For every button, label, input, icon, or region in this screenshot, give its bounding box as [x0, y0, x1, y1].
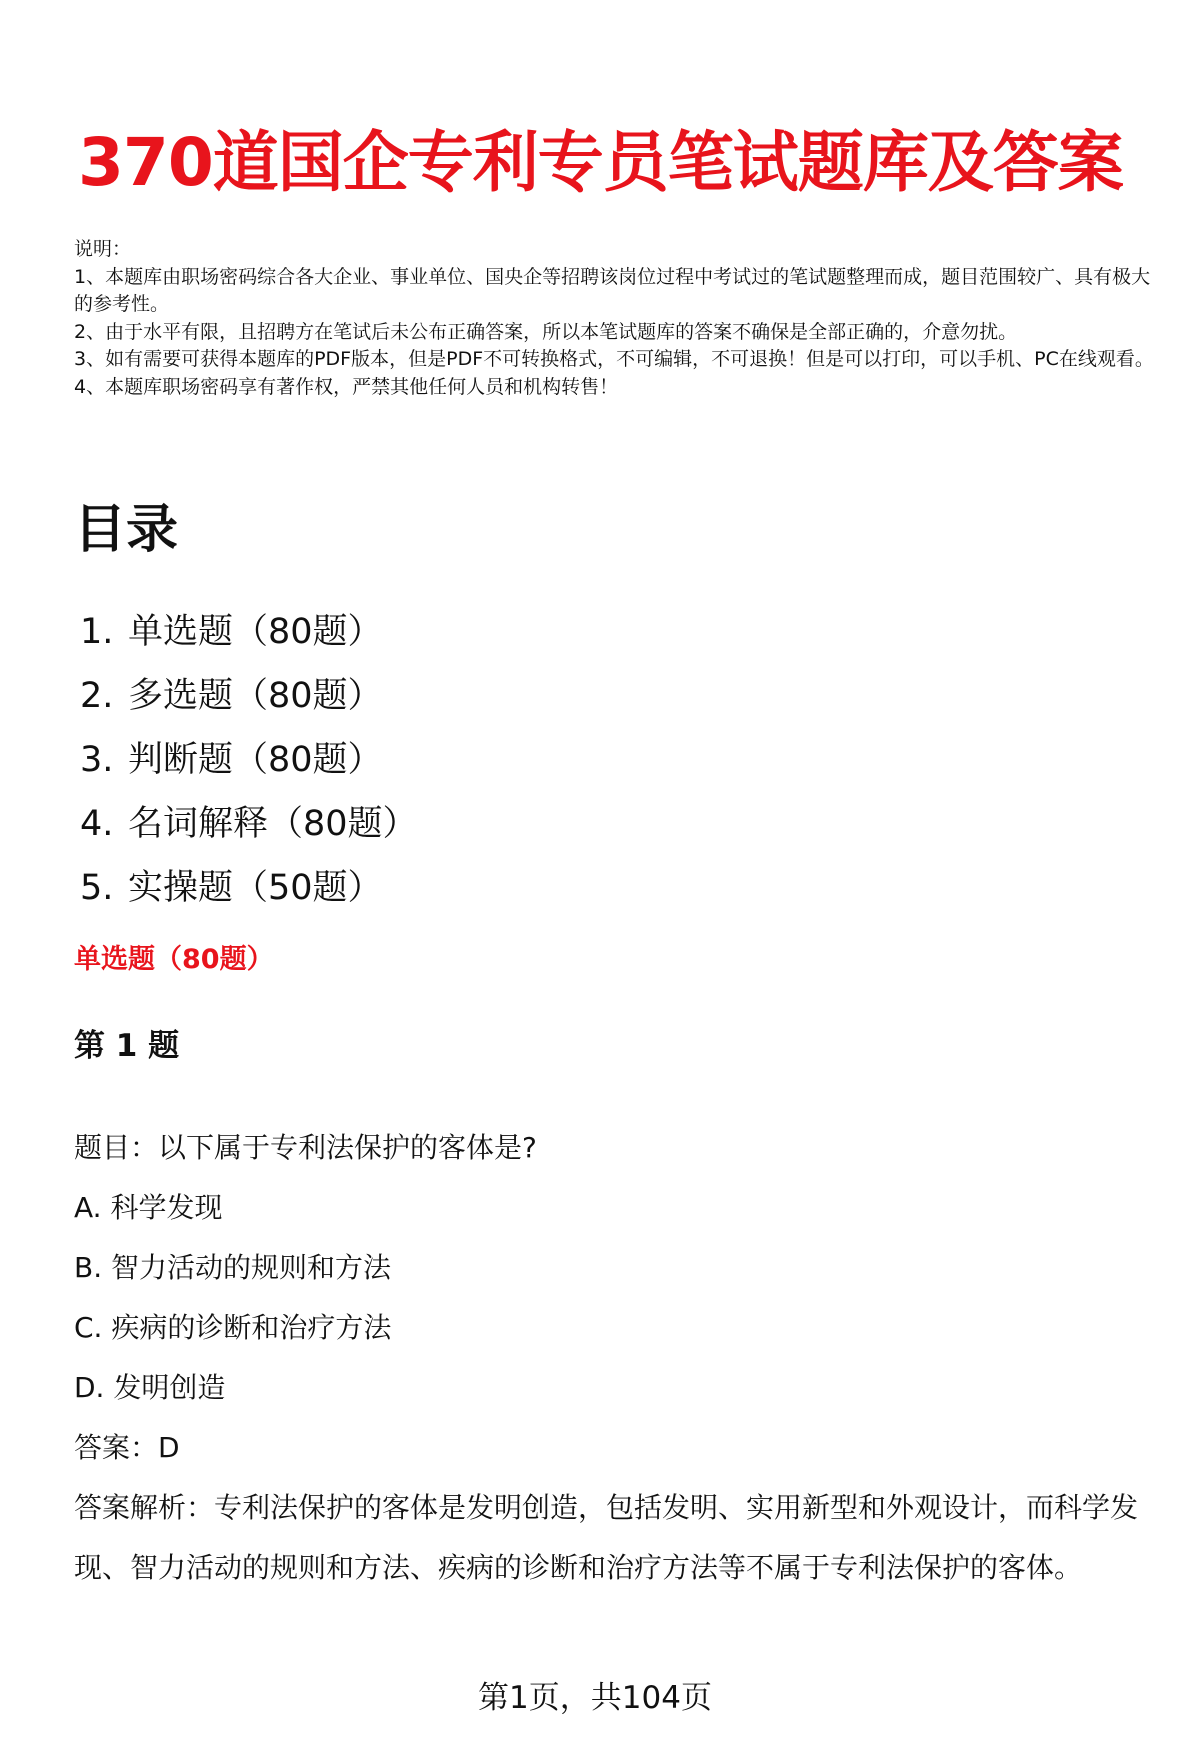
note-item: 1、本题库由职场密码综合各大企业、事业单位、国央企等招聘该岗位过程中考试过的笔试题整理而成，题目范围较广、具有极大的参考性。 [74, 265, 1151, 315]
toc-item-term-definitions[interactable] [80, 792, 780, 856]
toc-item-label: 单选题（80题） [128, 612, 383, 652]
toc-item-number: 4. [80, 804, 114, 844]
page-footer: 第1页，共104页 [478, 1680, 712, 1716]
toc-item-label: 多选题（80题） [128, 676, 383, 716]
table-of-contents [80, 600, 780, 920]
question-number: 第 1 题 [74, 1028, 180, 1064]
section-heading: 单选题（80题） [74, 944, 274, 975]
toc-item-true-false[interactable] [80, 728, 780, 792]
toc-item-multiple-choice[interactable] [80, 664, 780, 728]
option-b: B. 智力活动的规则和方法 [74, 1251, 392, 1284]
toc-item-single-choice[interactable] [80, 600, 780, 664]
answer: 答案：D [74, 1431, 180, 1464]
note-item: 4、本题库职场密码享有著作权，严禁其他任何人员和机构转售！ [74, 375, 619, 398]
toc-item-label: 判断题（80题） [128, 740, 383, 780]
note-item: 2、由于水平有限，且招聘方在笔试后未公布正确答案，所以本笔试题库的答案不确保是全部正确的，介意勿扰。 [74, 320, 1018, 343]
toc-item-number: 2. [80, 676, 114, 716]
toc-title: 目录 [74, 500, 179, 560]
question-prompt: 题目：以下属于专利法保护的客体是? [74, 1131, 537, 1164]
document-title: 370道国企专利专员笔试题库及答案 [78, 124, 1123, 201]
notes-block [74, 236, 1154, 401]
toc-item-number: 5. [80, 868, 114, 908]
toc-item-label: 实操题（50题） [128, 868, 383, 908]
toc-item-number: 1. [80, 612, 114, 652]
option-c: C. 疾病的诊断和治疗方法 [74, 1311, 392, 1344]
notes-heading: 说明： [74, 238, 132, 260]
toc-item-label: 名词解释（80题） [128, 804, 418, 844]
answer-analysis: 答案解析：专利法保护的客体是发明创造，包括发明、实用新型和外观设计，而科学发现、智力活动的规则和方法、疾病的诊断和治疗方法等不属于专利法保护的客体。 [74, 1491, 1139, 1584]
toc-item-number: 3. [80, 740, 114, 780]
option-d: D. 发明创造 [74, 1371, 226, 1404]
toc-item-practical[interactable] [80, 856, 780, 920]
question-block [74, 1118, 1154, 1598]
note-item: 3、如有需要可获得本题库的PDF版本，但是PDF不可转换格式，不可编辑，不可退换！但是可以打印，可以手机、PC在线观看。 [74, 348, 1154, 370]
option-a: A. 科学发现 [74, 1191, 223, 1224]
